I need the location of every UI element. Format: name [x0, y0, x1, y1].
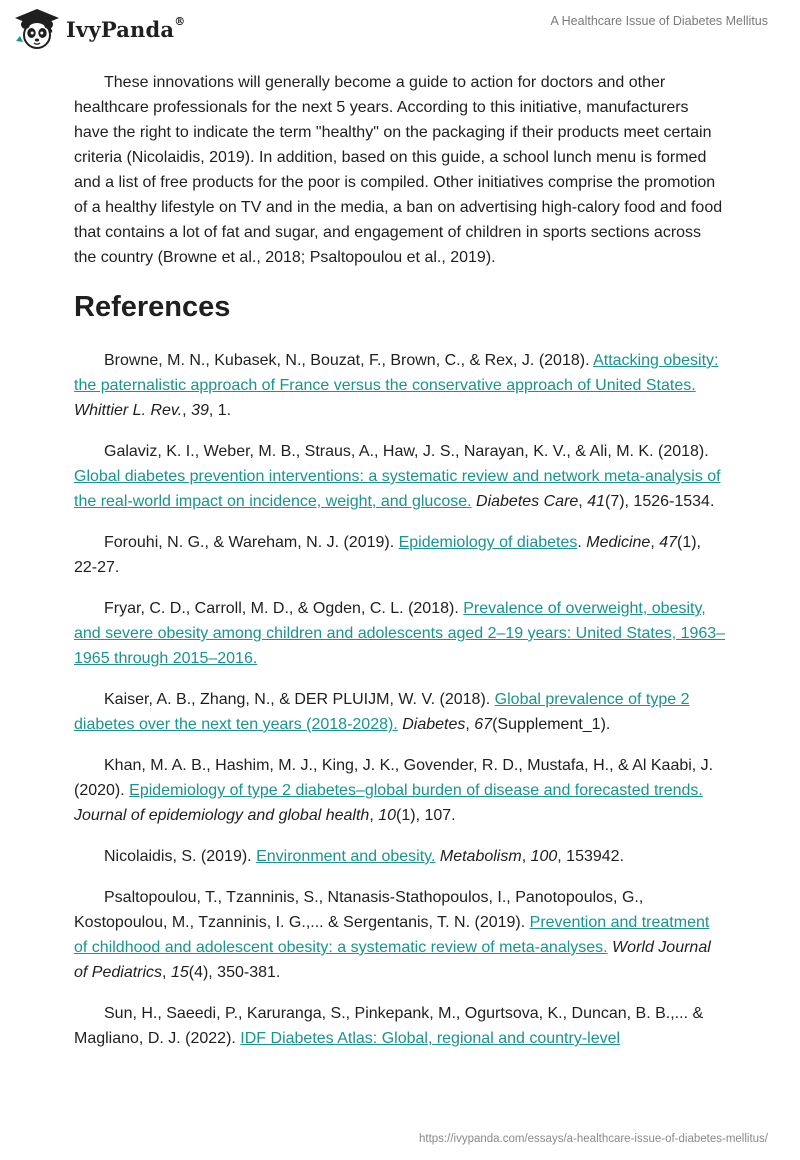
reference-authors: Kaiser, A. B., Zhang, N., & DER PLUIJM, W. V. (2018).	[104, 691, 495, 708]
reference-item: Browne, M. N., Kubasek, N., Bouzat, F., Brown, C., & Rex, J. (2018). Attacking obesity: the paternalistic approach of France versus the conservative approach of United States. Whittier L. Rev., 39, 1.	[74, 352, 719, 419]
reference-item: Galaviz, K. I., Weber, M. B., Straus, A., Haw, J. S., Narayan, K. V., & Ali, M. K. (2018). Global diabetes prevention interventions: a systematic review and network meta-analysis of the real-world impact on incidence, weight, and glucose. Diabetes Care, 41(7), 1526-1534.	[74, 443, 721, 510]
reference-pages: (7), 1526-1534.	[604, 493, 715, 510]
reference-volume: 41	[587, 493, 605, 510]
references-heading: References	[74, 291, 231, 323]
reference-journal: Diabetes Care	[476, 493, 579, 510]
reference-journal: Whittier L. Rev.	[74, 402, 183, 419]
reference-pages: , 153942.	[557, 848, 625, 865]
reference-volume: 100	[530, 848, 558, 865]
reference-item: Khan, M. A. B., Hashim, M. J., King, J. K., Govender, R. D., Mustafa, H., & Al Kaabi, J. (2020). Epidemiology of type 2 diabetes–global burden of disease and forecasted trends. Journal of epidemiology and global health, 10(1), 107.	[74, 757, 714, 824]
body-paragraph: These innovations will generally become a guide to action for doctors and other healthcare professionals for the next 5 years. According to this initiative, manufacturers have the right to indicate the term "healthy" on the packaging if their products meet certain criteria (Nicolaidis, 2019). In addition, based on this guide, a school lunch menu is formed and a list of free products for the poor is compiled. Other initiatives comprise the promotion of a healthy lifestyle on TV and in the media, a ban on advertising high-calory food and food that contains a lot of fat and sugar, and engagement of children in sports sections across the country (Browne et al., 2018; Psaltopoulou et al., 2019).	[74, 74, 723, 266]
reference-authors: Fryar, C. D., Carroll, M. D., & Ogden, C. L. (2018).	[104, 600, 464, 617]
reference-link[interactable]: Prevalence of overweight, obesity, and severe obesity among children and adolescents aged 2–19 years: United States, 1963–1965 through 2015–2016.	[74, 600, 726, 667]
reference-authors: Browne, M. N., Kubasek, N., Bouzat, F., Brown, C., & Rex, J. (2018).	[104, 352, 594, 369]
reference-journal: World Journal of Pediatrics	[74, 939, 711, 981]
reference-link[interactable]: Epidemiology of diabetes	[398, 534, 578, 551]
reference-journal: Medicine	[586, 534, 651, 551]
reference-item	[74, 596, 726, 671]
reference-item	[74, 1001, 726, 1051]
document-title: A Healthcare Issue of Diabetes Mellitus	[550, 14, 768, 28]
page-header	[0, 0, 800, 64]
page-url: https://ivypanda.com/essays/a-healthcare-issue-of-diabetes-mellitus/	[419, 1133, 768, 1145]
reference-link[interactable]: Global diabetes prevention interventions: a systematic review and network meta-analysis of the real-world impact on incidence, weight, and glucose.	[74, 468, 721, 510]
panda-logo-icon	[14, 8, 60, 50]
reference-pages: (1), 22-27.	[74, 534, 701, 576]
reference-item: Nicolaidis, S. (2019). Environment and obesity. Metabolism, 100, 153942.	[104, 848, 625, 865]
reference-authors: Psaltopoulou, T., Tzanninis, S., Ntanasis-Stathopoulos, I., Panotopoulos, G., Kostopoulou, M., Tzanninis, I. G.,... & Sergentanis, T. N. (2019).	[74, 889, 644, 931]
reference-item: Psaltopoulou, T., Tzanninis, S., Ntanasis-Stathopoulos, I., Panotopoulos, G., Kostopoulou, M., Tzanninis, I. G.,... & Sergentanis, T. N. (2019). Prevention and treatment of childhood and adolescent obesity: a systematic review of meta-analyses. World Journal of Pediatrics, 15(4), 350-381.	[74, 889, 711, 981]
reference-link[interactable]: Attacking obesity: the paternalistic approach of France versus the conservative approach of United States.	[74, 352, 719, 394]
reference-volume: 15	[170, 964, 189, 981]
reference-volume: 39	[191, 402, 209, 419]
reference-volume: 67	[474, 716, 493, 733]
reference-pages: (1), 107.	[396, 807, 456, 824]
reference-link[interactable]: Prevention and treatment of childhood and adolescent obesity: a systematic review of meta-analyses.	[74, 914, 710, 956]
reference-authors: Forouhi, N. G., & Wareham, N. J. (2019).	[104, 534, 399, 551]
reference-volume: 47	[659, 534, 677, 551]
logo[interactable]	[14, 8, 185, 50]
reference-authors: Khan, M. A. B., Hashim, M. J., King, J. K., Govender, R. D., Mustafa, H., & Al Kaabi, J. (2020).	[74, 757, 714, 799]
reference-journal: Metabolism	[439, 848, 522, 865]
reference-journal: Diabetes	[402, 716, 466, 733]
reference-link[interactable]: Epidemiology of type 2 diabetes–global burden of disease and forecasted trends.	[129, 782, 703, 799]
reference-journal: Journal of epidemiology and global health	[74, 807, 370, 824]
reference-authors: Galaviz, K. I., Weber, M. B., Straus, A., Haw, J. S., Narayan, K. V., & Ali, M. K. (2018).	[104, 443, 709, 460]
reference-item: Kaiser, A. B., Zhang, N., & DER PLUIJM, W. V. (2018). Global prevalence of type 2 diabetes over the next ten years (2018-2028). Diabetes, 67(Supplement_1).	[74, 691, 690, 733]
reference-link[interactable]: Global prevalence of type 2 diabetes over the next ten years (2018-2028).	[74, 691, 690, 733]
reference-pages: (4), 350-381.	[188, 964, 281, 981]
reference-authors: Sun, H., Saeedi, P., Karuranga, S., Pinkepank, M., Ogurtsova, K., Duncan, B. B.,... & Magliano, D. J. (2022).	[74, 1005, 704, 1047]
essay-content	[74, 70, 726, 1067]
reference-pages: , 1.	[208, 402, 232, 419]
reference-authors: Nicolaidis, S. (2019).	[104, 848, 257, 865]
reference-item: Forouhi, N. G., & Wareham, N. J. (2019). Epidemiology of diabetes. Medicine, 47(1), 22-27.	[74, 534, 701, 576]
reference-pages: (Supplement_1).	[492, 716, 611, 733]
reference-link[interactable]: Environment and obesity.	[256, 848, 436, 865]
reference-volume: 10	[378, 807, 397, 824]
brand-name: IvyPanda®	[66, 14, 186, 42]
reference-link[interactable]: IDF Diabetes Atlas: Global, regional and country-level	[240, 1030, 621, 1047]
